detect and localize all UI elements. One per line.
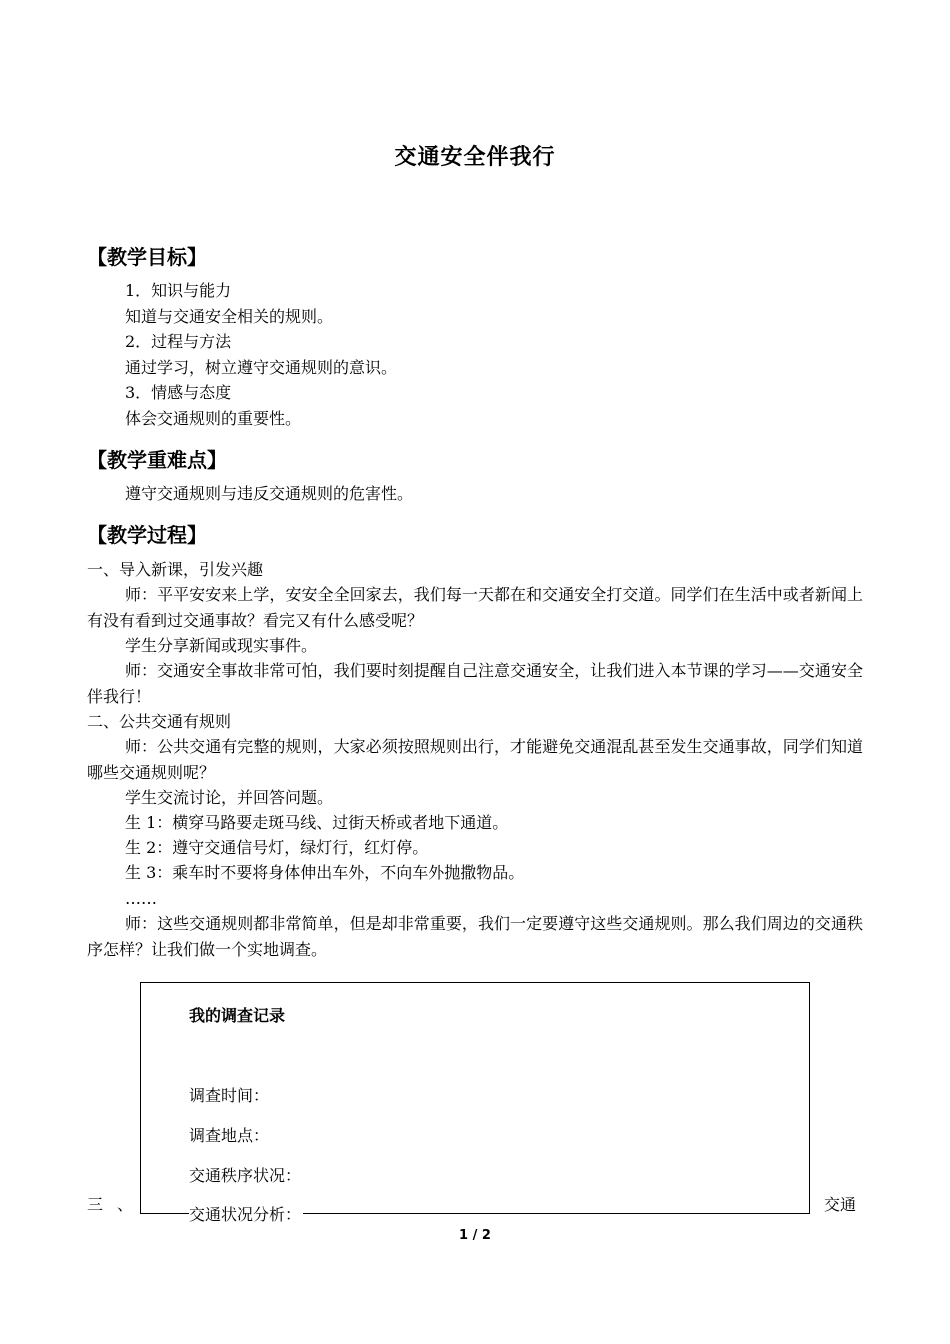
student-answer-2: 生 2：遵守交通信号灯，绿灯行，红灯停。: [125, 838, 429, 857]
survey-record-box: [140, 982, 810, 1224]
page-indicator: 1 / 2: [459, 1228, 491, 1243]
survey-time-label: 调查时间：: [189, 1086, 270, 1105]
survey-order-label: 交通秩序状况：: [189, 1166, 302, 1185]
paragraph-teacher-4: 师：这些交通规则都非常简单，但是却非常重要，我们一定要遵守这些交通规则。那么我们周边的交通秩序怎样？让我们做一个实地调查。: [87, 914, 863, 959]
student-answer-1: 生 1：横穿马路要走斑马线、过街天桥或者地下通道。: [125, 813, 509, 832]
paragraph-teacher-3: 师：公共交通有完整的规则，大家必须按照规则出行，才能避免交通混乱甚至发生交通事故，同学们知道哪些交通规则呢？: [87, 737, 863, 782]
goal-2-title: 2．过程与方法: [125, 332, 232, 351]
survey-record-title: 我的调查记录: [189, 1006, 286, 1025]
student-answer-3: 生 3：乘车时不要将身体伸出车外，不向车外抛撒物品。: [125, 863, 525, 882]
page-title: 交通安全伴我行: [394, 145, 556, 170]
goal-2-text: 通过学习，树立遵守交通规则的意识。: [125, 358, 398, 377]
keypoints-text: 遵守交通规则与违反交通规则的危害性。: [125, 484, 414, 503]
goal-3-text: 体会交通规则的重要性。: [125, 409, 302, 428]
ellipsis: ……: [125, 889, 157, 908]
goal-1-text: 知道与交通安全相关的规则。: [125, 307, 334, 326]
part-3-title-start: 三、: [87, 1195, 148, 1214]
section-heading-keypoints: 【教学重难点】: [87, 448, 227, 472]
part-1-title: 一、导入新课，引发兴趣: [87, 560, 264, 579]
paragraph-teacher-1: 师：平平安安来上学，安安全全回家去，我们每一天都在和交通安全打交道。同学们在生活中或者新闻上有没有看到过交通事故？看完又有什么感受呢？: [87, 585, 863, 630]
survey-place-label: 调查地点：: [189, 1126, 270, 1145]
paragraph-teacher-2: 师：交通安全事故非常可怕，我们要时刻提醒自己注意交通安全，让我们进入本节课的学习——交通安全伴我行！: [87, 661, 863, 706]
part-2-title: 二、公共交通有规则: [87, 712, 232, 731]
survey-analysis-label: 交通状况分析：: [189, 1202, 303, 1225]
part-3-title-end: 交通: [824, 1195, 857, 1214]
section-heading-goals: 【教学目标】: [87, 245, 207, 269]
paragraph-students-share: 学生分享新闻或现实事件。: [125, 636, 318, 655]
section-heading-process: 【教学过程】: [87, 523, 207, 547]
goal-1-title: 1．知识与能力: [125, 281, 232, 300]
paragraph-students-discuss: 学生交流讨论，并回答问题。: [125, 788, 334, 807]
goal-3-title: 3．情感与态度: [125, 383, 232, 402]
